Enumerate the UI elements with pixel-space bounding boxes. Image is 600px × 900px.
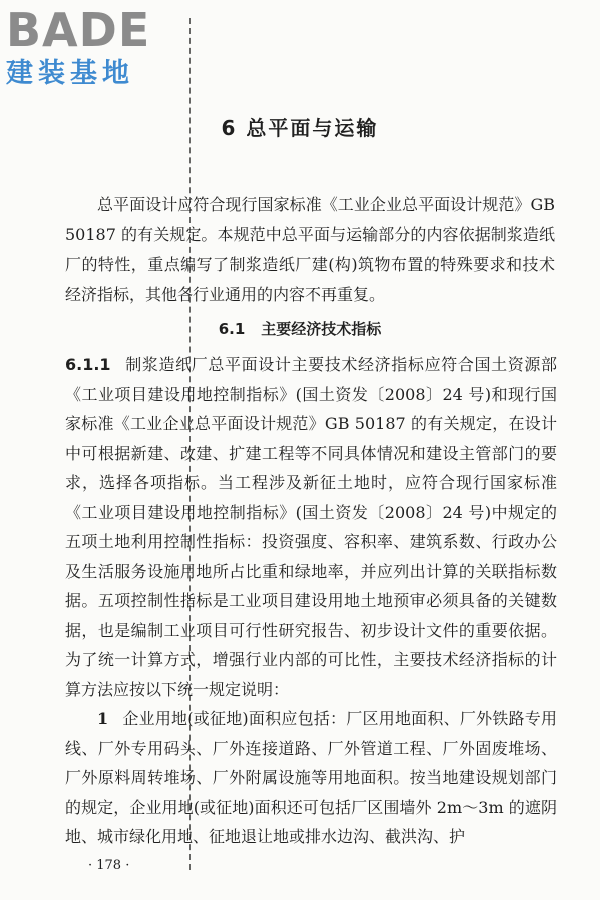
list-item [65,704,557,852]
clause-paragraph [65,350,557,704]
clause-text: 制浆造纸厂总平面设计主要技术经济指标应符合国土资源部《工业项目建设用地控制指标》(国土资发〔2008〕24 号)和现行国家标准《工业企业总平面设计规范》GB 50187 的有关规定，在设计中可根据新建、改建、扩建工程等不同具体情况和建设主管部门的要求，选择各项指标。当工程涉及新征土地时，应符合现行国家标准《工业项目建设用地控制指标》(国土资发〔2008〕24 号)中规定的五项土地利用控制性指标：投资强度、容积率、建筑系数、行政办公及生活服务设施用地所占比重和绿地率，并应列出计算的关联指标数据。五项控制性指标是工业项目建设用地土地预审必须具备的关键数据，也是编制工业项目可行性研究报告、初步设计文件的重要依据。为了统一计算方式，增强行业内部的可比性，主要技术经济指标的计算方法应按以下统一规定说明： [65,355,557,699]
bade-logo [6,3,174,92]
item-number: 1 [97,709,109,728]
page-number: · 178 · [88,858,130,873]
logo-wordmark: BADE [6,3,151,57]
item-text: 企业用地(或征地)面积应包括：厂区用地面积、厂外铁路专用线、厂外专用码头、厂外连接道路、厂外管道工程、厂外固废堆场、厂外原料周转堆场、厂外附属设施等用地面积。按当地建设规划部门的规定，企业用地(或征地)面积还可包括厂区围墙外 2m～3m 的遮阴地、城市绿化用地、征地退让地或排水边沟、截洪沟、护 [65,709,557,846]
chapter-title: 6 总平面与运输 [221,116,379,140]
clause-number: 6.1.1 [65,355,111,374]
logo-subtitle: 建装基地 [6,58,134,89]
section-title: 主要经济技术指标 [261,320,382,338]
intro-paragraph [65,190,555,310]
section-heading [0,318,600,339]
body-text [65,350,557,852]
intro-text: 总平面设计应符合现行国家标准《工业企业总平面设计规范》GB 50187 的有关规定。本规范中总平面与运输部分的内容依据制浆造纸厂的特性，重点编写了制浆造纸厂建(构)筑物布置的特殊要求和技术经济指标，其他各行业通用的内容不再重复。 [65,195,555,304]
section-number: 6.1 [218,320,246,338]
